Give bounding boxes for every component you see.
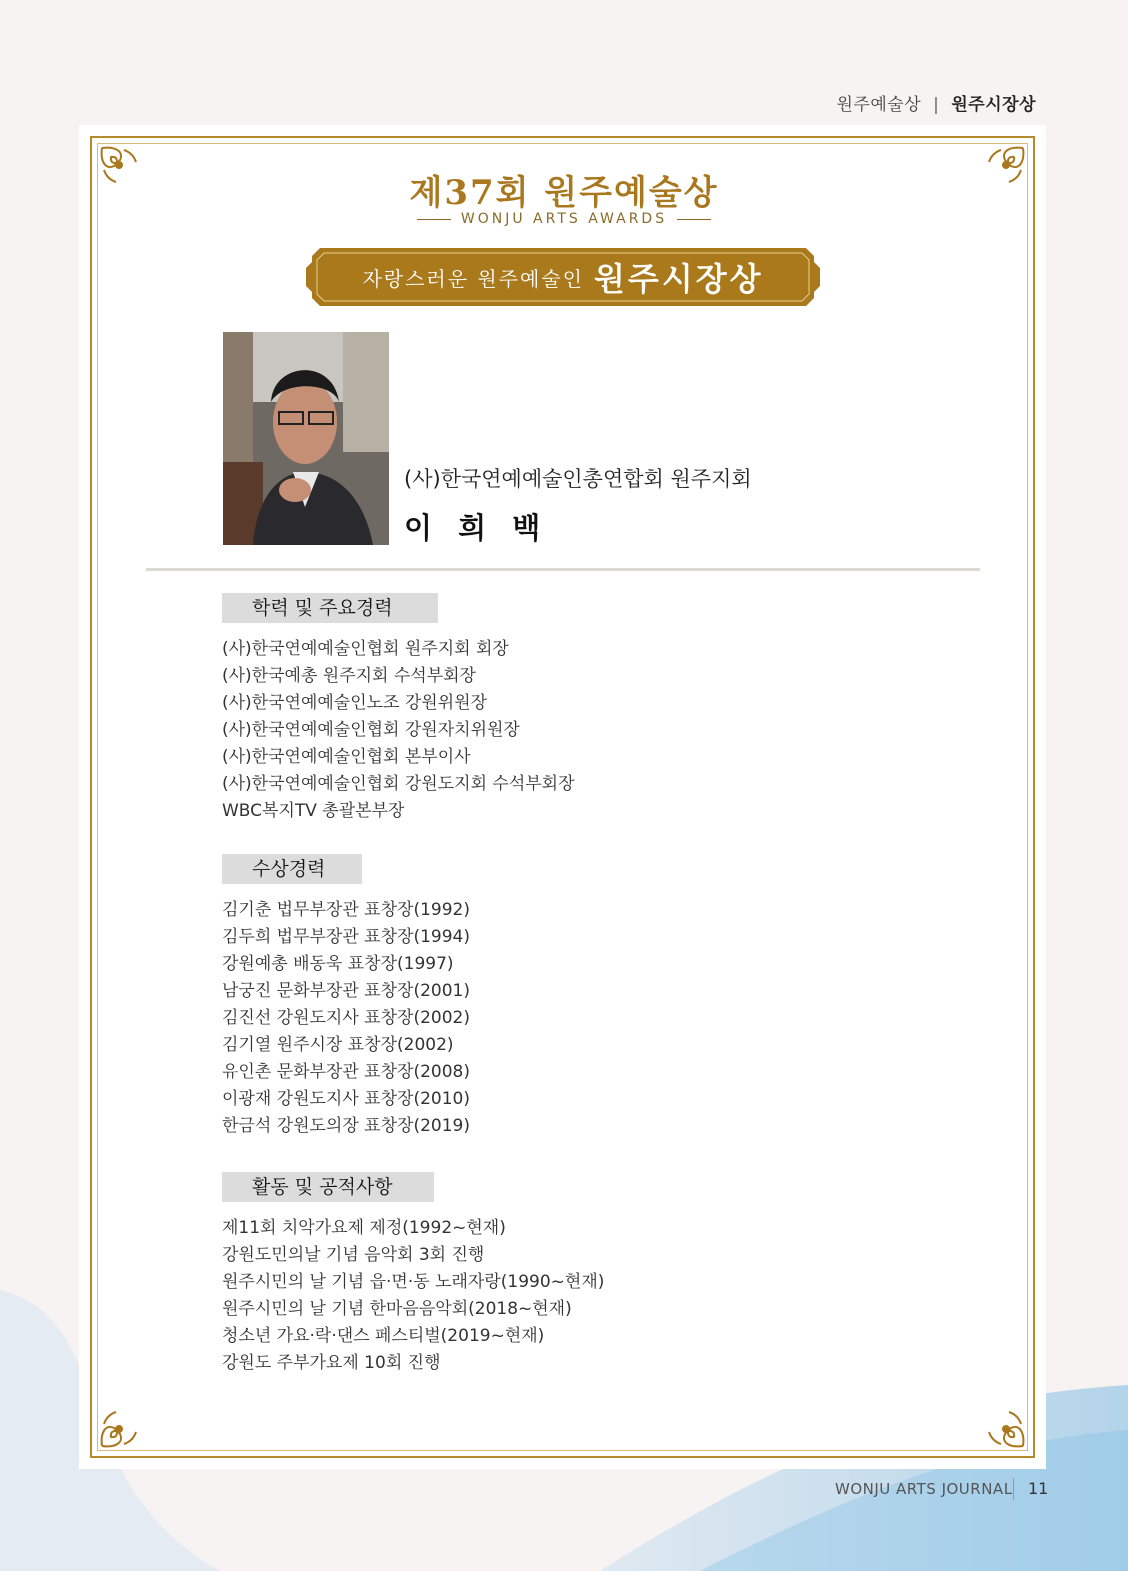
breadcrumb — [837, 90, 1036, 115]
list-item: 김진선 강원도지사 표창장(2002) — [222, 1008, 470, 1028]
career-list — [222, 636, 575, 825]
breadcrumb-separator: | — [933, 95, 940, 115]
list-item: 한금석 강원도의장 표창장(2019) — [222, 1116, 470, 1136]
breadcrumb-current: 원주시장상 — [951, 95, 1036, 115]
activities-list — [222, 1215, 604, 1377]
list-item: (사)한국연예예술인협회 본부이사 — [222, 747, 471, 767]
page-number: 11 — [1028, 1479, 1049, 1498]
banner-big-text: 원주시장상 — [594, 260, 764, 298]
footer-separator — [1013, 1478, 1014, 1500]
subtitle-rule-left — [417, 219, 451, 220]
section-heading-awards: 수상경력 — [222, 854, 362, 884]
award-subtitle-text: WONJU ARTS AWARDS — [460, 211, 668, 227]
list-item: (사)한국연예예술인협회 강원자치위원장 — [222, 720, 520, 740]
banner-small-text: 자랑스러운 원주예술인 — [362, 266, 584, 291]
section-divider — [146, 568, 980, 571]
list-item: 제11회 치악가요제 제정(1992~현재) — [222, 1218, 506, 1238]
list-item: 김두희 법무부장관 표창장(1994) — [222, 927, 470, 947]
list-item: (사)한국연예예술인노조 강원위원장 — [222, 693, 487, 713]
list-item: 강원예총 배동욱 표창장(1997) — [222, 954, 454, 974]
list-item: 김기춘 법무부장관 표창장(1992) — [222, 900, 470, 920]
breadcrumb-category: 원주예술상 — [836, 95, 922, 115]
list-item: 청소년 가요·락·댄스 페스티벌(2019~현재) — [222, 1326, 545, 1346]
recipient-photo — [223, 332, 389, 545]
list-item: 이광재 강원도지사 표창장(2010) — [222, 1089, 470, 1109]
footer-journal-name: WONJU ARTS JOURNAL — [835, 1480, 1013, 1498]
award-subtitle — [0, 211, 1128, 227]
recipient-name: 이 희 백 — [404, 511, 549, 545]
list-item: 김기열 원주시장 표창장(2002) — [222, 1035, 454, 1055]
list-item: (사)한국연예예술인협회 강원도지회 수석부회장 — [222, 774, 575, 794]
list-item: 강원도민의날 기념 음악회 3회 진행 — [222, 1245, 485, 1265]
banner-text — [306, 248, 820, 306]
list-item: WBC복지TV 총괄본부장 — [222, 801, 405, 821]
list-item: 강원도 주부가요제 10회 진행 — [222, 1353, 441, 1373]
list-item: 남궁진 문화부장관 표창장(2001) — [222, 981, 470, 1001]
section-heading-activities: 활동 및 공적사항 — [222, 1172, 434, 1202]
list-item: (사)한국연예예술인협회 원주지회 회장 — [222, 639, 509, 659]
recipient-organization: (사)한국연예예술인총연합회 원주지회 — [404, 467, 752, 491]
list-item: (사)한국예총 원주지회 수석부회장 — [222, 666, 476, 686]
award-title: 제37회 원주예술상 — [409, 173, 719, 213]
list-item: 원주시민의 날 기념 읍·면·동 노래자랑(1990~현재) — [222, 1272, 605, 1292]
subtitle-rule-right — [677, 219, 711, 220]
awards-list — [222, 897, 470, 1140]
ornament-corner-icon — [983, 1406, 1029, 1452]
list-item: 원주시민의 날 기념 한마음음악회(2018~현재) — [222, 1299, 572, 1319]
award-banner — [306, 248, 820, 306]
ornament-corner-icon — [96, 1406, 142, 1452]
list-item: 유인촌 문화부장관 표창장(2008) — [222, 1062, 470, 1082]
section-heading-career: 학력 및 주요경력 — [222, 593, 438, 623]
